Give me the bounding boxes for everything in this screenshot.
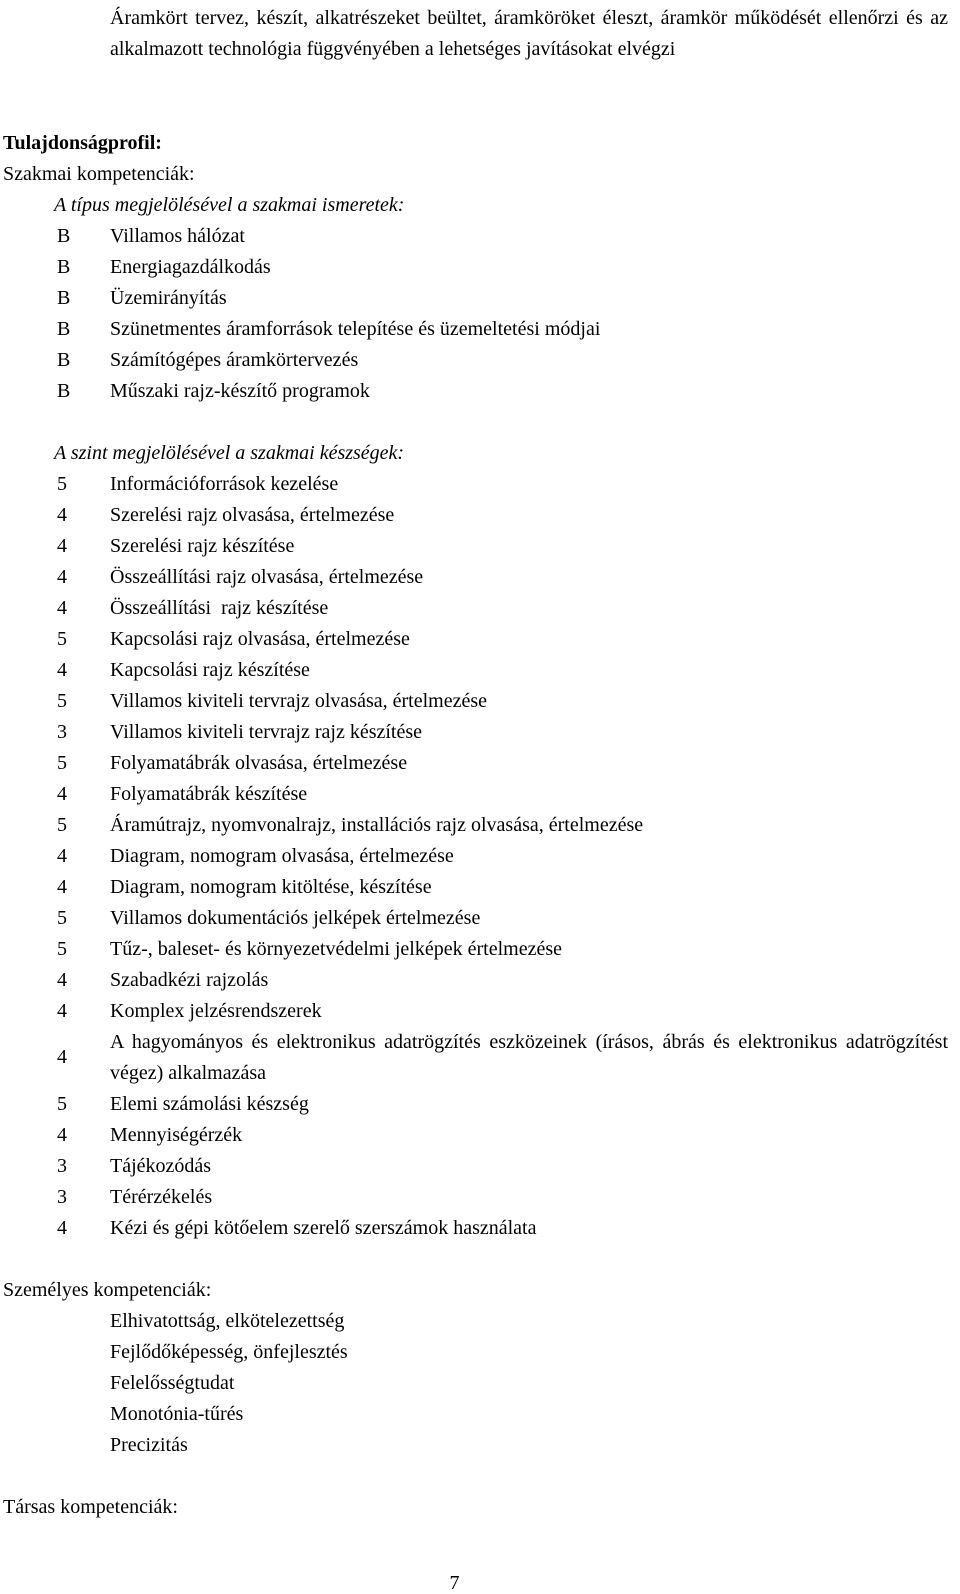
skill-text: Folyamatábrák készítése [110, 783, 308, 805]
skill-item [0, 872, 960, 903]
skill-level: 4 [57, 1124, 67, 1146]
skill-level: 3 [57, 1186, 67, 1208]
knowledge-type: B [57, 318, 71, 340]
knowledge-text: Energiagazdálkodás [110, 256, 271, 278]
skill-text: Villamos kiviteli tervrajz olvasása, értelmezése [110, 690, 487, 712]
professional-competencies-heading: Szakmai kompetenciák: [3, 163, 195, 185]
knowledge-text: Villamos hálózat [110, 225, 245, 247]
skill-text: Térérzékelés [110, 1186, 213, 1208]
skill-text: Kapcsolási rajz olvasása, értelmezése [110, 628, 410, 650]
skill-level: 4 [57, 1217, 67, 1239]
skill-level: 4 [57, 597, 67, 619]
page-number: 7 [449, 1572, 460, 1594]
skill-level: 4 [57, 504, 67, 526]
skill-item [0, 562, 960, 593]
skill-text: Összeállítási rajz olvasása, értelmezése [110, 566, 424, 588]
knowledge-text: Szünetmentes áramforrások telepítése és üzemeltetési módjai [110, 318, 601, 340]
personal-item: Felelősségtudat [110, 1372, 235, 1394]
skill-text: Diagram, nomogram olvasása, értelmezése [110, 845, 454, 867]
skill-level: 4 [57, 783, 67, 805]
skill-text: Kapcsolási rajz készítése [110, 659, 310, 681]
skill-item [0, 593, 960, 624]
skill-text: Folyamatábrák olvasása, értelmezése [110, 752, 408, 774]
skill-level: 3 [57, 721, 67, 743]
skill-level: 5 [57, 473, 67, 495]
skill-text: Tájékozódás [110, 1155, 212, 1177]
skill-text: A hagyományos és elektronikus adatrögzítés eszközeinek (írásos, ábrás és elektronikus adatrögzítést végez) alkalmazása [110, 1031, 948, 1084]
skill-level: 4 [57, 845, 67, 867]
personal-competencies-heading: Személyes kompetenciák: [3, 1279, 212, 1301]
skills-heading: A szint megjelölésével a szakmai készségek: [54, 442, 405, 464]
personal-item: Monotónia-tűrés [110, 1403, 244, 1425]
skill-level: 4 [57, 659, 67, 681]
skill-text: Komplex jelzésrendszerek [110, 1000, 322, 1022]
knowledge-type: B [57, 225, 71, 247]
skill-item [0, 965, 960, 996]
profile-heading: Tulajdonságprofil: [3, 132, 162, 154]
skill-text: Információforrások kezelése [110, 473, 339, 495]
skill-item [0, 624, 960, 655]
knowledge-type: B [57, 380, 71, 402]
skill-level: 4 [57, 969, 67, 991]
skill-item [0, 655, 960, 686]
skill-level: 5 [57, 1093, 67, 1115]
skill-item [0, 1213, 960, 1244]
skill-text: Villamos dokumentációs jelképek értelmezése [110, 907, 481, 929]
social-competencies-heading: Társas kompetenciák: [3, 1496, 178, 1518]
skill-level: 5 [57, 938, 67, 960]
knowledge-item [0, 314, 960, 345]
skill-level: 4 [57, 1000, 67, 1022]
skill-level: 5 [57, 752, 67, 774]
personal-item: Precizitás [110, 1434, 188, 1456]
skill-level: 5 [57, 814, 67, 836]
skill-level: 5 [57, 628, 67, 650]
skill-item [0, 531, 960, 562]
skill-text: Diagram, nomogram kitöltése, készítése [110, 876, 432, 898]
skill-item [0, 686, 960, 717]
skill-level: 4 [57, 1046, 67, 1068]
skill-level: 3 [57, 1155, 67, 1177]
skill-text: Villamos kiviteli tervrajz rajz készítése [110, 721, 423, 743]
skill-item [0, 810, 960, 841]
skill-item [0, 500, 960, 531]
skill-text: Szerelési rajz készítése [110, 535, 295, 557]
knowledge-item [0, 221, 960, 252]
skill-item [0, 903, 960, 934]
intro-paragraph: Áramkört tervez, készít, alkatrészeket beültet, áramköröket éleszt, áramkör működését ellenőrzi és az alkalmazott technológia függvényében a lehetséges javításokat elvégzi [110, 7, 948, 60]
skill-text: Mennyiségérzék [110, 1124, 243, 1146]
skill-item [0, 1089, 960, 1120]
skill-item [0, 1120, 960, 1151]
skill-level: 4 [57, 566, 67, 588]
skill-level: 5 [57, 690, 67, 712]
skill-item [0, 1182, 960, 1213]
skill-text: Szerelési rajz olvasása, értelmezése [110, 504, 395, 526]
knowledge-item [0, 376, 960, 407]
knowledge-type: B [57, 256, 71, 278]
skill-item [0, 1151, 960, 1182]
skill-text: Kézi és gépi kötőelem szerelő szerszámok használata [110, 1217, 537, 1239]
skill-text: Áramútrajz, nyomvonalrajz, installációs rajz olvasása, értelmezése [110, 814, 644, 836]
skill-text: Tűz-, baleset- és környezetvédelmi jelképek értelmezése [110, 938, 562, 960]
skill-item [0, 1027, 960, 1089]
skill-item [0, 841, 960, 872]
skill-item [0, 717, 960, 748]
skill-level: 4 [57, 535, 67, 557]
personal-item: Fejlődőképesség, önfejlesztés [110, 1341, 348, 1363]
skill-level: 4 [57, 876, 67, 898]
skill-item [0, 779, 960, 810]
knowledge-item [0, 283, 960, 314]
knowledge-item [0, 345, 960, 376]
personal-item: Elhivatottság, elkötelezettség [110, 1310, 345, 1332]
knowledge-item [0, 252, 960, 283]
knowledge-type: B [57, 349, 71, 371]
skill-text: Szabadkézi rajzolás [110, 969, 269, 991]
skill-item [0, 934, 960, 965]
knowledge-heading: A típus megjelölésével a szakmai ismeretek: [54, 194, 405, 216]
knowledge-text: Számítógépes áramkörtervezés [110, 349, 359, 371]
knowledge-text: Üzemirányítás [110, 287, 227, 309]
skill-text: Elemi számolási készség [110, 1093, 309, 1115]
skill-text: Összeállítási rajz készítése [110, 597, 329, 619]
skill-item [0, 996, 960, 1027]
knowledge-type: B [57, 287, 71, 309]
skill-level: 5 [57, 907, 67, 929]
knowledge-text: Műszaki rajz-készítő programok [110, 380, 370, 402]
skill-item [0, 469, 960, 500]
skill-item [0, 748, 960, 779]
